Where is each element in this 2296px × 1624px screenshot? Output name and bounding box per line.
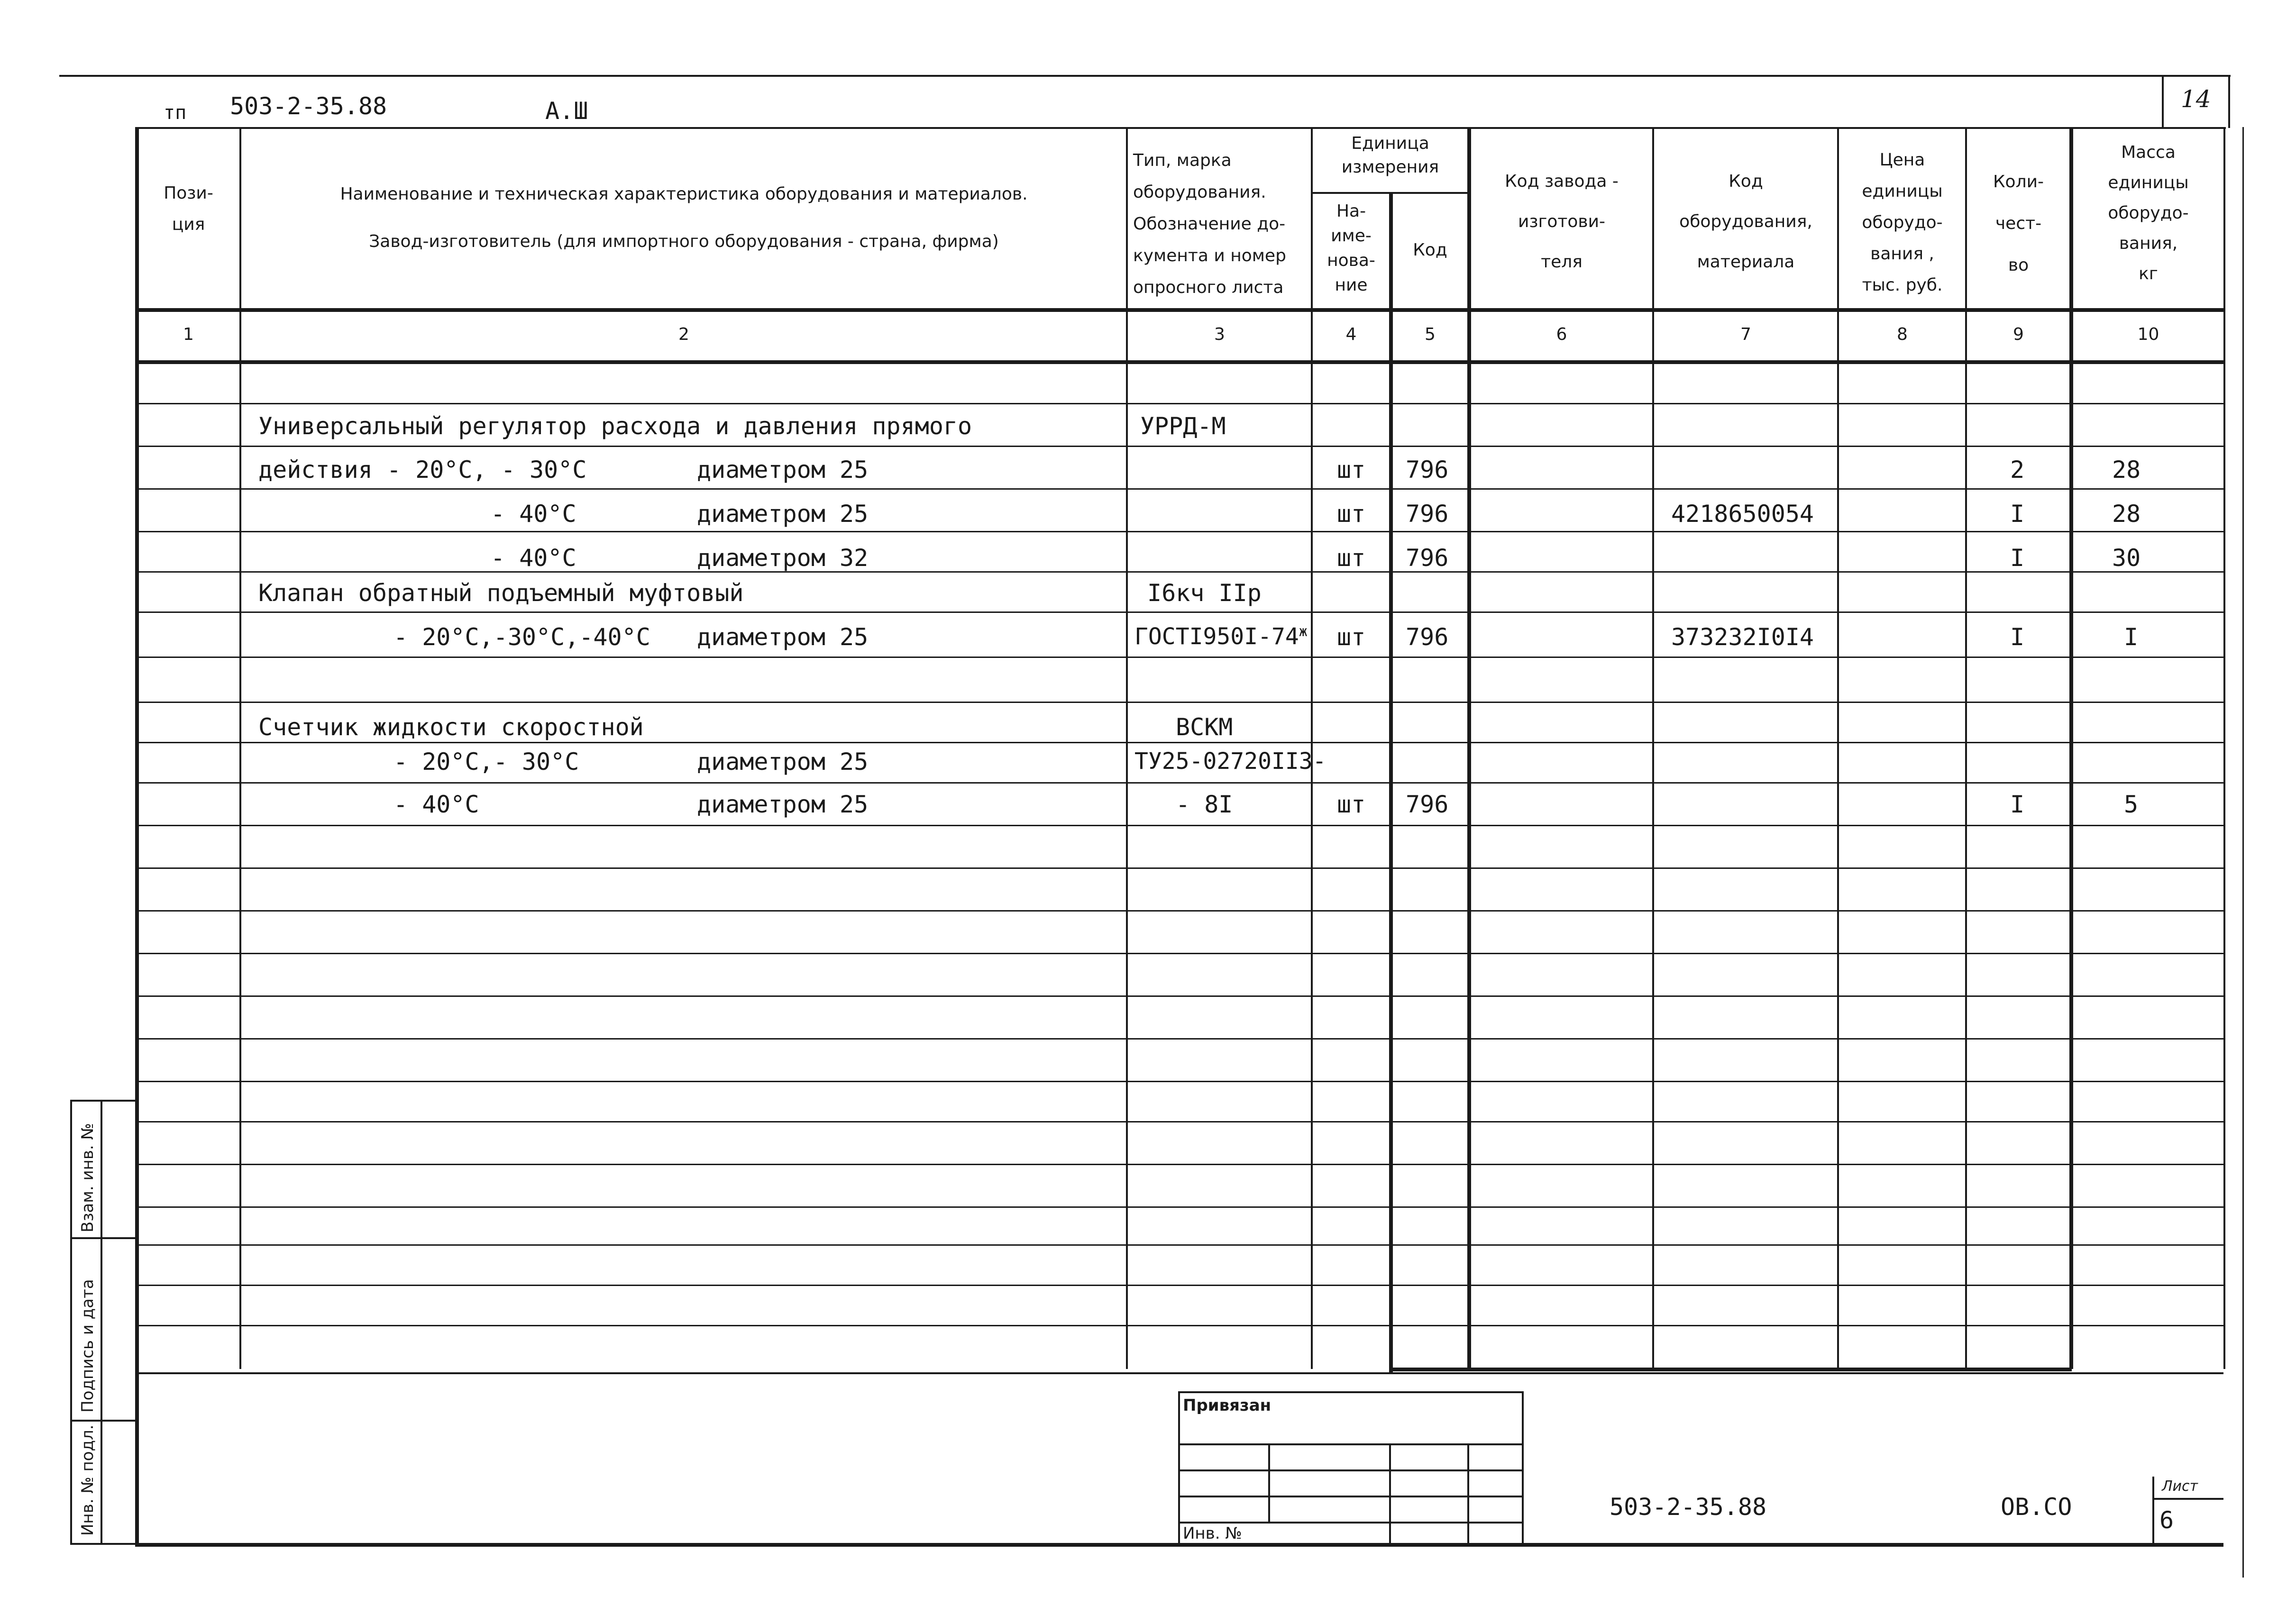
col-3-title-text: Тип, марка оборудования. Обозначение до- кумента и номер опросного листа bbox=[1133, 151, 1286, 297]
row-line bbox=[135, 611, 2223, 613]
table-right-border bbox=[2223, 127, 2225, 1369]
privyazan-row-2 bbox=[1178, 1469, 1524, 1471]
row-line bbox=[135, 446, 2223, 447]
row-line bbox=[135, 403, 2223, 404]
row-2-code: 796 bbox=[1406, 456, 1449, 484]
row-line bbox=[135, 867, 2223, 869]
row-line bbox=[135, 1285, 2223, 1286]
row-line bbox=[135, 702, 2223, 703]
privyazan-left bbox=[1178, 1391, 1180, 1544]
album-label: А.Ш bbox=[545, 97, 588, 125]
top-border-line bbox=[59, 75, 2231, 77]
row-1-name: Универсальный регулятор расхода и давления прямого bbox=[258, 412, 972, 440]
col-9-title-text: Коли- чест- во bbox=[1993, 172, 2044, 275]
privyazan-label: Привязан bbox=[1183, 1396, 1271, 1415]
row-6-type-sup: ж bbox=[1299, 623, 1308, 640]
row-line bbox=[135, 1121, 2223, 1122]
row-line bbox=[135, 825, 2223, 826]
col-5-title-text: Код bbox=[1413, 240, 1447, 260]
side-label-inv: Инв. № подл. bbox=[78, 1424, 97, 1536]
col-5-title bbox=[1393, 235, 1467, 266]
row-line bbox=[135, 782, 2223, 784]
row-6-type-text: ГОСТI950I-74 bbox=[1134, 623, 1299, 650]
side-strip-top bbox=[70, 1100, 137, 1102]
table-top-border bbox=[135, 127, 2226, 129]
row-line bbox=[135, 1081, 2223, 1082]
row-7-type: ВСКМ bbox=[1176, 713, 1233, 741]
col-3-title bbox=[1128, 145, 1311, 303]
stamp-doc-suffix: ОВ.СО bbox=[2001, 1493, 2072, 1521]
colnum-bottom-line bbox=[135, 360, 2223, 364]
tp-label: тп bbox=[164, 102, 187, 124]
side-strip-div-2 bbox=[70, 1420, 137, 1422]
row-4-qty: I bbox=[2010, 544, 2025, 572]
row-3-equip-code: 4218650054 bbox=[1671, 500, 1814, 528]
side-strip-inner bbox=[101, 1100, 102, 1544]
privyazan-row-1 bbox=[1178, 1443, 1524, 1445]
row-line bbox=[135, 571, 2223, 573]
col-7-title bbox=[1655, 161, 1837, 282]
row-6-type bbox=[1134, 623, 1308, 650]
col-2-title-line2: Завод-изготовитель (для импортного оборудования - страна, фирма) bbox=[369, 232, 999, 251]
row-6-size: диаметром 25 bbox=[697, 623, 869, 651]
row-line bbox=[135, 1325, 2223, 1326]
row-line bbox=[135, 742, 2223, 743]
sheet-box-left bbox=[2152, 1477, 2154, 1544]
col-divider-1 bbox=[239, 127, 241, 1369]
row-2-mass: 28 bbox=[2112, 456, 2141, 484]
row-8-size: диаметром 25 bbox=[697, 748, 869, 776]
row-3-name: - 40°С bbox=[491, 500, 576, 528]
row-6-unit: шт bbox=[1337, 623, 1366, 651]
row-5-type: I6кч IIр bbox=[1147, 579, 1262, 607]
col-divider-7 bbox=[1837, 127, 1839, 1369]
row-3-mass: 28 bbox=[2112, 500, 2141, 528]
row-2-qty: 2 bbox=[2010, 456, 2025, 484]
row-line bbox=[135, 910, 2223, 912]
row-line bbox=[135, 1244, 2223, 1246]
col-4-title-text: На- име- нова- ние bbox=[1327, 201, 1375, 295]
stamp-top-line bbox=[135, 1372, 2223, 1374]
col-5-num: 5 bbox=[1425, 325, 1436, 344]
row-3-code: 796 bbox=[1406, 500, 1449, 528]
col-divider-2 bbox=[1126, 127, 1128, 1369]
side-label-podpis: Подпись и дата bbox=[78, 1279, 97, 1413]
row-line bbox=[135, 531, 2223, 532]
privyazan-top bbox=[1178, 1391, 1524, 1393]
sheet-label: Лист bbox=[2162, 1478, 2198, 1495]
privyazan-col-1 bbox=[1268, 1443, 1270, 1522]
row-3-qty: I bbox=[2010, 500, 2025, 528]
row-3-unit: шт bbox=[1337, 500, 1366, 528]
col-8-num: 8 bbox=[1897, 325, 1908, 344]
col-divider-9 bbox=[2069, 127, 2073, 1369]
row-9-code: 796 bbox=[1406, 791, 1449, 818]
unit-group-title-text: Единица измерения bbox=[1341, 134, 1439, 177]
col-10-title-text: Масса единицы оборудо- вания, кг bbox=[2108, 143, 2189, 283]
side-label-vzam: Взам. инв. № bbox=[78, 1123, 97, 1232]
row-4-name: - 40°С bbox=[491, 544, 576, 572]
privyazan-right bbox=[1522, 1391, 1524, 1544]
col-9-num: 9 bbox=[2013, 325, 2024, 344]
col-9-title bbox=[1967, 161, 2069, 286]
row-5-name: Клапан обратный подъемный муфтовый bbox=[258, 579, 744, 607]
col-1-num: 1 bbox=[183, 325, 194, 344]
row-9-mass: 5 bbox=[2124, 791, 2139, 818]
side-strip-div-1 bbox=[70, 1237, 137, 1239]
row-9-qty: I bbox=[2010, 791, 2025, 818]
col-10-title bbox=[2073, 137, 2223, 289]
row-4-code: 796 bbox=[1406, 544, 1449, 572]
row-3-size: диаметром 25 bbox=[697, 500, 869, 528]
col-1-title bbox=[137, 178, 239, 240]
scan-edge-line bbox=[2242, 127, 2244, 1578]
col-1-title-text: Пози- ция bbox=[164, 183, 213, 234]
unit-group-divider bbox=[1311, 192, 1469, 194]
col-8-title bbox=[1839, 145, 1965, 301]
page-num-box-left bbox=[2162, 75, 2164, 128]
col-7-title-text: Код оборудования, материала bbox=[1679, 172, 1812, 272]
col-6-title-text: Код завода - изготови- теля bbox=[1505, 172, 1619, 272]
col-10-num: 10 bbox=[2137, 325, 2159, 344]
row-line bbox=[135, 1164, 2223, 1165]
row-9-name: - 40°С bbox=[393, 791, 479, 818]
row-6-code: 796 bbox=[1406, 623, 1449, 651]
side-strip-bottom bbox=[70, 1543, 137, 1545]
col-2-title-line1: Наименование и техническая характеристика оборудования и материалов. bbox=[340, 184, 1028, 204]
col-6-title bbox=[1471, 161, 1652, 282]
privyazan-row-3 bbox=[1178, 1496, 1524, 1497]
row-2-name: действия - 20°С, - 30°С bbox=[258, 456, 587, 484]
row-6-qty: I bbox=[2010, 623, 2025, 651]
col-8-title-text: Цена единицы оборудо- вания , тыс. руб. bbox=[1862, 150, 1943, 295]
row-2-size: диаметром 25 bbox=[697, 456, 869, 484]
row-line bbox=[135, 995, 2223, 997]
row-9-type: - 8I bbox=[1176, 791, 1233, 818]
row-4-mass: 30 bbox=[2112, 544, 2141, 572]
col-2-title bbox=[242, 171, 1126, 265]
row-4-size: диаметром 32 bbox=[697, 544, 869, 572]
privyazan-row-4 bbox=[1178, 1522, 1524, 1524]
page-handwritten: 14 bbox=[2181, 85, 2211, 113]
stamp-doc-code: 503-2-35.88 bbox=[1610, 1493, 1767, 1521]
privyazan-col-2 bbox=[1389, 1443, 1391, 1544]
header-bottom-line bbox=[135, 308, 2223, 312]
inv-no-label: Инв. № bbox=[1183, 1524, 1242, 1543]
sheet-box-divider bbox=[2152, 1498, 2223, 1500]
col-6-num: 6 bbox=[1556, 325, 1567, 344]
col-3-num: 3 bbox=[1214, 325, 1225, 344]
row-6-name: - 20°С,-30°С,-40°С bbox=[393, 623, 650, 651]
page-num-box-right bbox=[2228, 75, 2230, 128]
row-6-mass: I bbox=[2124, 623, 2139, 651]
row-2-unit: шт bbox=[1337, 456, 1366, 484]
row-8-type: ТУ25-02720II3- bbox=[1134, 748, 1326, 775]
row-1-type: УРРД-М bbox=[1140, 412, 1226, 440]
col-4-num: 4 bbox=[1345, 325, 1357, 344]
side-strip-left bbox=[70, 1100, 72, 1544]
col-divider-6 bbox=[1652, 127, 1654, 1369]
row-line bbox=[135, 657, 2223, 658]
privyazan-col-3 bbox=[1467, 1443, 1469, 1544]
doc-code-top: 503-2-35.88 bbox=[230, 92, 387, 120]
row-8-name: - 20°С,- 30°С bbox=[393, 748, 579, 776]
row-line bbox=[135, 488, 2223, 490]
row-7-name: Счетчик жидкости скоростной bbox=[258, 713, 644, 741]
row-line bbox=[135, 953, 2223, 954]
row-4-unit: шт bbox=[1337, 544, 1366, 572]
col-4-title bbox=[1313, 199, 1389, 298]
row-9-size: диаметром 25 bbox=[697, 791, 869, 818]
row-line bbox=[135, 1038, 2223, 1040]
col-7-num: 7 bbox=[1740, 325, 1751, 344]
col-divider-5 bbox=[1467, 127, 1471, 1369]
unit-group-title bbox=[1313, 132, 1467, 179]
row-6-equip-code: 373232I0I4 bbox=[1671, 623, 1814, 651]
col-divider-8 bbox=[1965, 127, 1967, 1369]
sheet-num: 6 bbox=[2159, 1506, 2174, 1534]
table-bottom-line bbox=[1389, 1368, 2072, 1371]
col-2-num: 2 bbox=[678, 325, 689, 344]
row-9-unit: шт bbox=[1337, 791, 1366, 818]
row-line bbox=[135, 1206, 2223, 1208]
